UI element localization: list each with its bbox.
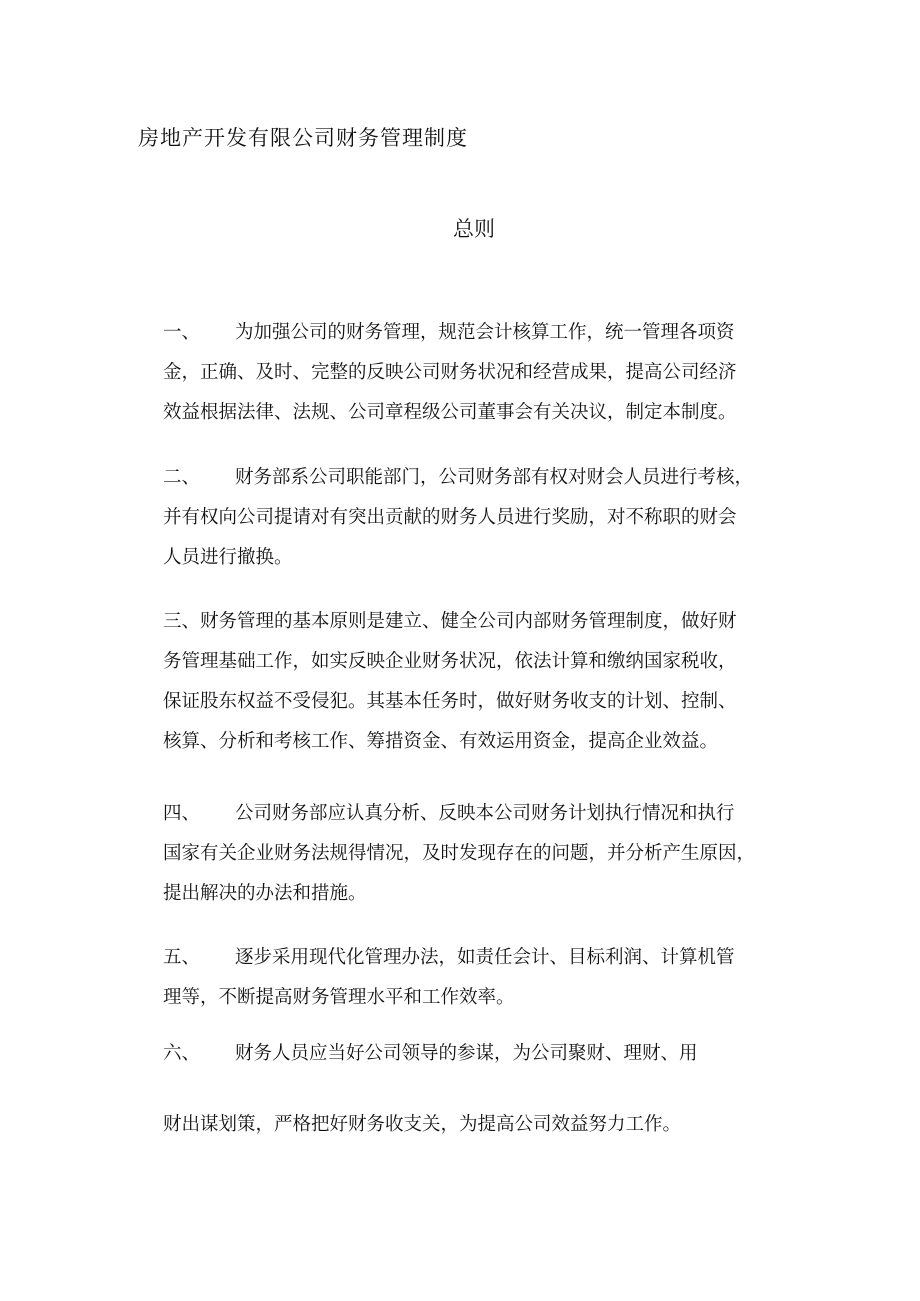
document-title: 房地产开发有限公司财务管理制度	[138, 126, 468, 150]
article-line: 保证股东权益不受侵犯。其基本任务时，做好财务收支的计划、控制、	[163, 691, 737, 712]
article-line	[163, 938, 813, 978]
article-line	[163, 794, 813, 834]
article-2	[163, 458, 813, 578]
article-6	[163, 1034, 813, 1074]
article-line: 效益根据法律、法规、公司章程级公司董事会有关决议，制定本制度。	[163, 402, 737, 423]
article-number: 三、	[163, 611, 201, 632]
article-line: 人员进行撤换。	[163, 547, 293, 568]
article-line: 务管理基础工作，如实反映企业财务状况，依法计算和缴纳国家税收，	[163, 651, 737, 672]
article-line	[163, 458, 813, 498]
article-number: 二、	[163, 467, 201, 488]
article-number: 五、	[163, 947, 201, 968]
article-5	[163, 938, 813, 1018]
article-line	[163, 602, 813, 642]
article-line	[163, 1034, 813, 1074]
section-heading: 总则	[453, 217, 495, 241]
article-4	[163, 794, 813, 914]
article-line: 金，正确、及时、完整的反映公司财务状况和经营成果，提高公司经济	[163, 362, 737, 383]
article-text: 为加强公司的财务管理，规范会计核算工作，统一管理各项资	[235, 322, 735, 343]
article-text: 财务管理的基本原则是建立、健全公司内部财务管理制度，做好财	[200, 611, 737, 632]
article-line	[163, 313, 813, 353]
article-line: 核算、分析和考核工作、筹措资金、有效运用资金，提高企业效益。	[163, 731, 719, 752]
article-3	[163, 602, 813, 762]
article-text: 公司财务部应认真分析、反映本公司财务计划执行情况和执行	[235, 803, 735, 824]
article-line: 财出谋划策，严格把好财务收支关，为提高公司效益努力工作。	[163, 1114, 682, 1135]
article-line: 提出解决的办法和措施。	[163, 883, 367, 904]
article-1	[163, 313, 813, 433]
article-number: 一、	[163, 322, 201, 343]
article-number: 四、	[163, 803, 201, 824]
article-6-continued	[163, 1105, 813, 1145]
article-text: 财务部系公司职能部门，公司财务部有权对财会人员进行考核，	[235, 467, 754, 488]
article-text: 财务人员应当好公司领导的参谋，为公司聚财、理财、用	[235, 1043, 698, 1064]
article-line: 国家有关企业财务法规得情况，及时发现存在的问题，并分析产生原因，	[163, 843, 756, 864]
article-line: 并有权向公司提请对有突出贡献的财务人员进行奖励，对不称职的财会	[163, 507, 737, 528]
article-number: 六、	[163, 1043, 201, 1064]
article-text: 逐步采用现代化管理办法，如责任会计、目标利润、计算机管	[235, 947, 735, 968]
article-line: 理等，不断提高财务管理水平和工作效率。	[163, 987, 515, 1008]
